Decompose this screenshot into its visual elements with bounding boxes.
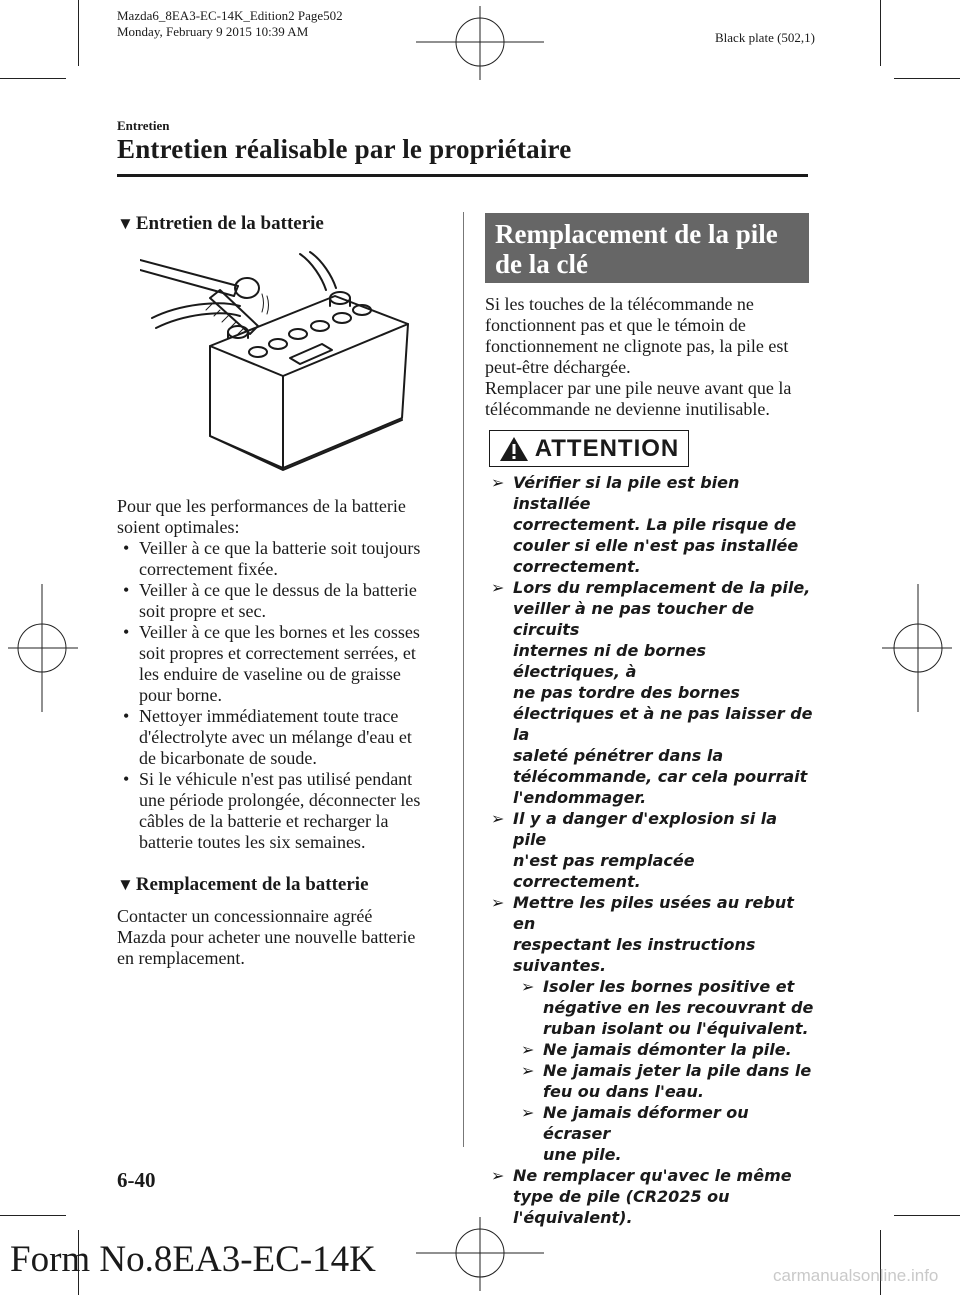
warning-item: ➢ Vérifier si la pile est bien installée correctement. La pile risque de couler si elle n'est pas installée correctement. <box>491 473 799 576</box>
bullet-icon: • <box>123 622 130 642</box>
page-number: 6-40 <box>117 1168 156 1192</box>
battery-heading-text: Entretien de la batterie <box>135 213 324 234</box>
arrow-right-icon: ➢ <box>521 1103 535 1122</box>
bullet-icon: • <box>123 580 130 600</box>
arrow-right-icon: ➢ <box>491 578 505 597</box>
warning-subitem: ➢ Isoler les bornes positive et négative en les recouvrant de ruban isolant ou l'équivalent. <box>521 977 814 1038</box>
page-title: Entretien réalisable par le propriétaire <box>117 134 572 164</box>
paragraph-line: fonctionnement ne clignote pas, la pile est <box>485 336 789 356</box>
warning-item: ➢ Il y a danger d'explosion si la pile n'est pas remplacée correctement. <box>491 809 778 891</box>
list-item: • Veiller à ce que la batterie soit toujours correctement fixée. <box>123 538 421 579</box>
attention-list <box>485 472 815 1228</box>
arrow-right-icon: ➢ <box>491 473 505 492</box>
list-item: • Veiller à ce que le dessus de la batterie soit propre et sec. <box>123 580 417 621</box>
bullet-icon: • <box>123 769 130 789</box>
banner-line: Remplacement de la pile <box>495 219 778 249</box>
left-column <box>117 213 452 235</box>
warning-subitem: ➢ Ne jamais déformer ou écraser une pile. <box>521 1103 749 1164</box>
battery-heading <box>117 213 452 235</box>
bullet-icon: • <box>123 538 130 558</box>
warning-subitem: ➢ Ne jamais démonter la pile. <box>521 1040 792 1059</box>
battery-text <box>117 496 457 853</box>
paragraph-line: Si les touches de la télécommande ne <box>485 294 754 314</box>
intro-line-2: soient optimales: <box>117 517 240 537</box>
file-line: Mazda6_8EA3-EC-14K_Edition2 Page502 <box>117 8 343 23</box>
bullet-icon: • <box>123 706 130 726</box>
key-battery-text <box>485 294 815 420</box>
arrow-right-icon: ➢ <box>491 893 505 912</box>
replace-heading-text: Remplacement de la batterie <box>135 874 369 895</box>
replace-line: Contacter un concessionnaire agréé <box>117 906 373 926</box>
paragraph-line: fonctionnent pas et que le témoin de <box>485 315 746 335</box>
plate-label: Black plate (502,1) <box>715 30 815 45</box>
key-battery-banner <box>485 213 809 283</box>
list-item: • Veiller à ce que les bornes et les cosses soit propres et correctement serrées, et les enduire de vaseline ou de graisse pour borne. <box>123 622 420 705</box>
attention-box <box>489 430 689 467</box>
column-divider <box>463 212 464 1147</box>
warning-subitem: ➢ Ne jamais jeter la pile dans le feu ou dans l'eau. <box>521 1061 812 1101</box>
paragraph-line: Remplacer par une pile neuve avant que la <box>485 378 792 398</box>
triangle-down-icon: ▼ <box>117 214 134 233</box>
arrow-right-icon: ➢ <box>521 1040 535 1059</box>
banner-line: de la clé <box>495 249 588 279</box>
triangle-down-icon: ▼ <box>117 875 134 894</box>
battery-tips-list <box>117 538 457 853</box>
arrow-right-icon: ➢ <box>491 809 505 828</box>
list-item: • Si le véhicule n'est pas utilisé pendant une période prolongée, déconnecter les câbles de la batterie et recharger la batterie toutes les six semaines. <box>123 769 421 852</box>
header-rule <box>117 174 808 177</box>
warning-item: ➢ Lors du remplacement de la pile, veiller à ne pas toucher de circuits internes ni de bornes électriques, à ne pas tordre des bornes électriques et à ne pas laisser de la saleté pénétrer dans la télécommande, car cela pourrait l'endommager. <box>491 578 813 807</box>
battery-cleaning-illustration <box>140 248 440 480</box>
section-label: Entretien <box>117 118 170 133</box>
replace-section <box>117 874 457 969</box>
form-number: Form No.8EA3-EC-14K <box>10 1239 376 1280</box>
date-line: Monday, February 9 2015 10:39 AM <box>117 24 309 39</box>
watermark: carmanualsonline.info <box>773 1266 939 1285</box>
list-item: • Nettoyer immédiatement toute trace d'électrolyte avec un mélange d'eau et de bicarbonate de soude. <box>123 706 412 768</box>
warning-item: ➢ Mettre les piles usées au rebut en respectant les instructions suivantes. <box>491 893 794 975</box>
arrow-right-icon: ➢ <box>521 1061 535 1080</box>
print-meta <box>117 8 343 40</box>
replace-line: Mazda pour acheter une nouvelle batterie <box>117 927 416 947</box>
intro-line-1: Pour que les performances de la batterie <box>117 496 406 516</box>
arrow-right-icon: ➢ <box>491 1166 505 1185</box>
replace-line: en remplacement. <box>117 948 245 968</box>
paragraph-line: peut-être déchargée. <box>485 357 631 377</box>
warning-item: ➢ Ne remplacer qu'avec le même type de pile (CR2025 ou l'équivalent). <box>491 1166 792 1227</box>
paragraph-line: télécommande ne devienne inutilisable. <box>485 399 770 419</box>
warning-triangle-icon <box>499 436 529 462</box>
replace-heading <box>117 874 457 896</box>
arrow-right-icon: ➢ <box>521 977 535 996</box>
attention-label: ATTENTION <box>534 434 680 462</box>
